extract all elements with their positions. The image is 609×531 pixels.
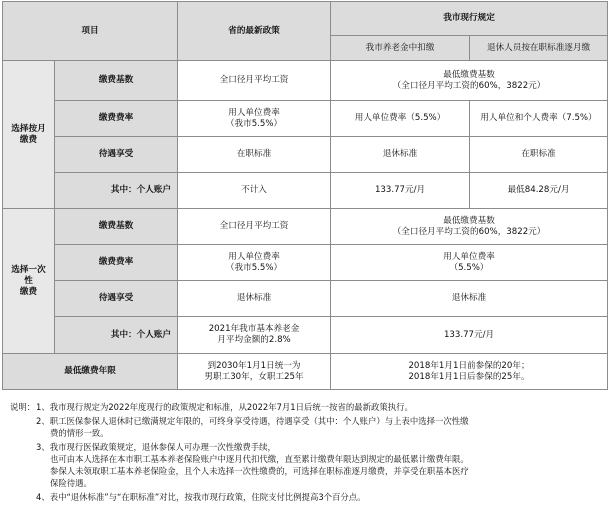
cell-city-merged: 最低缴费基数 （全口径月平均工资的60%，3822元） xyxy=(331,61,608,101)
cell-city2: 最低84.28元/月 xyxy=(470,173,608,209)
note-text: 参保人未领取职工基本养老保险金，且个人未选择一次性缴费的，可选择在职标准逐月缴费，并享受在职基本医疗 xyxy=(50,466,469,476)
row-label: 缴费费率 xyxy=(55,101,178,137)
cell-province: 用人单位费率 （我市5.5%） xyxy=(178,101,331,137)
row-label: 待遇享受 xyxy=(55,281,178,317)
note-item xyxy=(10,415,602,439)
note-item xyxy=(10,401,602,413)
cell-province: 2021年我市基本养老金 月平均金额的2.8% xyxy=(178,317,331,354)
min-years-label: 最低缴费年限 xyxy=(3,354,178,390)
monthly-base-row xyxy=(3,61,608,101)
cell-province: 用人单位费率 （我市5.5%） xyxy=(178,245,331,281)
header-item: 项目 xyxy=(3,2,178,61)
lump-group-label: 选择一次 性 缴费 xyxy=(3,209,55,354)
cell-province: 全口径月平均工资 xyxy=(178,209,331,245)
note-text: 表中“退休标准”与“在职标准”对比，按我市现行政策，住院支付比例提高3个百分点。 xyxy=(49,492,366,502)
note-text: 职工医保参保人退休时已缴满规定年限的，可终身享受待遇，待遇享受（其中：个人账户）与上表中选择一次性缴 xyxy=(49,416,469,426)
header-city-sub1: 我市养老金中扣缴 xyxy=(331,36,470,61)
cell-city1: 用人单位费率（5.5%） xyxy=(331,101,470,137)
monthly-rate-row xyxy=(3,101,608,137)
cell-city-merged: 最低缴费基数 （全口径月平均工资的60%，3822元） xyxy=(331,209,608,245)
min-years-province: 到2030年1月1日统一为 男职工30年，女职工25年 xyxy=(178,354,331,390)
lump-account-row xyxy=(3,317,608,354)
notes-section xyxy=(10,401,602,505)
cell-province: 在职标准 xyxy=(178,137,331,173)
cell-province: 不计入 xyxy=(178,173,331,209)
header-city-sub2: 退休人员按在职标准逐月缴 xyxy=(470,36,608,61)
notes-lead: 说明： xyxy=(10,402,36,412)
row-label: 缴费基数 xyxy=(55,209,178,245)
policy-comparison-table xyxy=(2,1,608,390)
cell-city1: 退休标准 xyxy=(331,137,470,173)
min-years-city: 2018年1月1日前参保的20年； 2018年1月1日后参保的25年。 xyxy=(331,354,608,390)
note-text: 我市现行规定为2022年度现行的政策规定和标准，从2022年7月1日后统一按省的最新政策执行。 xyxy=(49,402,413,412)
row-label: 其中：个人账户 xyxy=(55,317,178,354)
note-text: 也可由本人选择在本市职工基本养老保险账户中逐月代扣代缴，直至累计缴费年限达到规定的最低累计缴费年限。 xyxy=(50,454,469,464)
note-number: 4、 xyxy=(36,492,50,502)
lump-benefit-row xyxy=(3,281,608,317)
note-item xyxy=(10,491,602,503)
cell-city-merged: 133.77元/月 xyxy=(331,317,608,354)
cell-city2: 在职标准 xyxy=(470,137,608,173)
monthly-account-row xyxy=(3,173,608,209)
note-item xyxy=(10,441,602,489)
cell-city-merged: 退休标准 xyxy=(331,281,608,317)
note-number: 2、 xyxy=(36,416,50,426)
cell-city-merged: 用人单位费率 （5.5%） xyxy=(331,245,608,281)
note-number: 3、 xyxy=(36,442,50,452)
lump-rate-row xyxy=(3,245,608,281)
cell-province: 全口径月平均工资 xyxy=(178,61,331,101)
cell-city2: 用人单位和个人费率（7.5%） xyxy=(470,101,608,137)
min-years-row xyxy=(3,354,608,390)
monthly-group-label: 选择按月 缴费 xyxy=(3,61,55,209)
note-text: 费的情形一致。 xyxy=(50,428,109,438)
note-text: 保险待遇。 xyxy=(50,478,92,488)
cell-province: 退休标准 xyxy=(178,281,331,317)
lump-base-row xyxy=(3,209,608,245)
monthly-benefit-row xyxy=(3,137,608,173)
note-text: 我市现行医保政策规定，退休参保人可办理一次性缴费手续， xyxy=(49,442,276,452)
header-province: 省的最新政策 xyxy=(178,2,331,61)
row-label: 其中：个人账户 xyxy=(55,173,178,209)
row-label: 待遇享受 xyxy=(55,137,178,173)
row-label: 缴费费率 xyxy=(55,245,178,281)
note-number: 1、 xyxy=(36,402,50,412)
row-label: 缴费基数 xyxy=(55,61,178,101)
cell-city1: 133.77元/月 xyxy=(331,173,470,209)
header-city: 我市现行规定 xyxy=(331,2,608,36)
header-row xyxy=(3,2,608,36)
